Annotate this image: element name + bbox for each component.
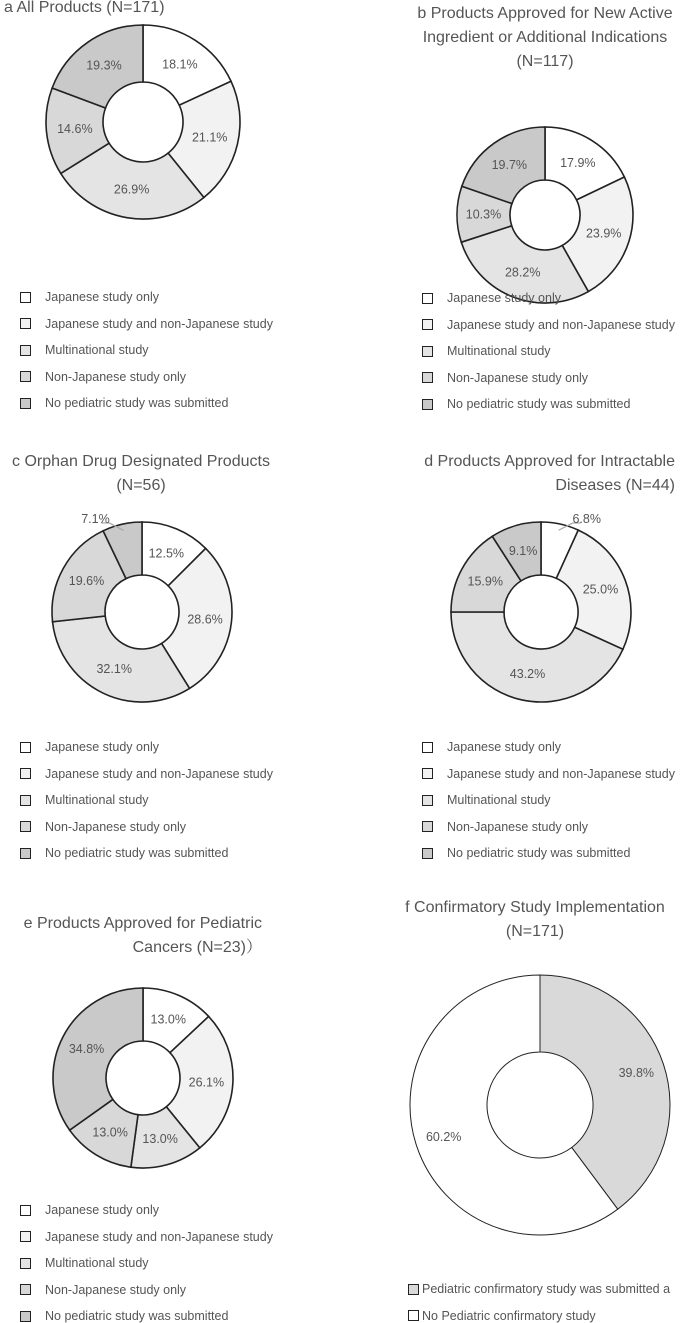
legend-swatch (408, 1310, 419, 1321)
data-label: 10.3% (465, 207, 502, 222)
legend-label: Pediatric confirmatory study was submitted a (422, 1282, 671, 1297)
data-label: 23.9% (585, 226, 622, 241)
title-line: a All Products (N=171) (4, 0, 165, 16)
data-label: 13.0% (142, 1132, 178, 1147)
legend-label: No pediatric study was submitted (447, 846, 631, 861)
data-label: 28.6% (187, 612, 223, 627)
title-line: (N=117) (516, 53, 574, 70)
title-line: c Orphan Drug Designated Products (12, 453, 270, 470)
legend-label: No pediatric study was submitted (447, 397, 631, 412)
title-line: (N=171) (505, 923, 565, 940)
legend-label: Japanese study and non-Japanese study (447, 766, 675, 781)
data-label: 12.5% (148, 546, 185, 561)
legend-label: Japanese study and non-Japanese study (45, 766, 273, 781)
title-line: b Products Approved for New Active (417, 5, 673, 22)
legend-label: No pediatric study was submitted (45, 396, 229, 411)
legend-label: Japanese study and non-Japanese study (45, 316, 273, 331)
legend-label: Multinational study (447, 344, 551, 359)
data-label: 9.1% (508, 544, 538, 559)
data-label: 39.8% (618, 1066, 655, 1081)
legend-item (408, 1303, 670, 1323)
legend-item (408, 1276, 670, 1303)
data-label: 26.9% (113, 182, 150, 197)
legend-label: Japanese study and non-Japanese study (45, 1229, 273, 1244)
legend-label: Non-Japanese study only (447, 819, 589, 834)
legend-label: Japanese study only (447, 291, 561, 306)
legend-label: No pediatric study was submitted (45, 846, 229, 861)
legend-label: Multinational study (45, 793, 149, 808)
title-line: Ingredient or Additional Indications (422, 29, 668, 46)
legend-label: Non-Japanese study only (45, 1282, 187, 1297)
data-label: 60.2% (425, 1129, 462, 1144)
legend-label: Japanese study only (45, 740, 159, 755)
title-line: d Products Approved for Intractable (424, 453, 675, 470)
data-label: 7.1% (81, 512, 110, 526)
legend-label: Multinational study (447, 793, 551, 808)
legend-label: Japanese study and non-Japanese study (447, 317, 675, 332)
data-label: 17.9% (560, 155, 596, 170)
data-label: 18.1% (162, 57, 198, 72)
title-line: f Confirmatory Study Implementation (405, 899, 665, 916)
legend-label: No pediatric study was submitted (45, 1309, 229, 1323)
data-label: 32.1% (96, 662, 132, 677)
data-label: 21.1% (191, 130, 228, 145)
title-line: Cancers (N=23)） (132, 939, 262, 956)
data-label: 13.0% (92, 1125, 128, 1140)
data-label: 13.0% (150, 1012, 186, 1027)
title-line: Diseases (N=44) (555, 477, 675, 494)
legend-label: Non-Japanese study only (447, 370, 589, 385)
data-label: 34.8% (68, 1041, 105, 1056)
legend-label: No Pediatric confirmatory study (422, 1308, 596, 1323)
legend-label: Japanese study only (45, 1203, 159, 1218)
legend-label: Non-Japanese study only (45, 819, 187, 834)
data-label: 43.2% (509, 667, 546, 682)
legend-label: Japanese study only (45, 290, 159, 305)
data-label: 19.3% (86, 58, 122, 73)
data-label: 19.7% (491, 157, 528, 172)
legend-label: Multinational study (45, 1256, 149, 1271)
data-label: 26.1% (188, 1075, 225, 1090)
data-label: 6.8% (572, 512, 601, 526)
legend-f (408, 1276, 670, 1323)
data-label: 14.6% (57, 121, 93, 136)
legend-swatch (408, 1284, 419, 1295)
title-line: (N=56) (116, 477, 166, 494)
legend-label: Japanese study only (447, 740, 561, 755)
title-line: e Products Approved for Pediatric (23, 915, 262, 932)
data-label: 28.2% (504, 265, 541, 280)
data-label: 15.9% (467, 574, 503, 589)
data-label: 19.6% (68, 574, 105, 589)
legend-label: Multinational study (45, 343, 149, 358)
data-label: 25.0% (582, 582, 619, 597)
legend-label: Non-Japanese study only (45, 369, 187, 384)
